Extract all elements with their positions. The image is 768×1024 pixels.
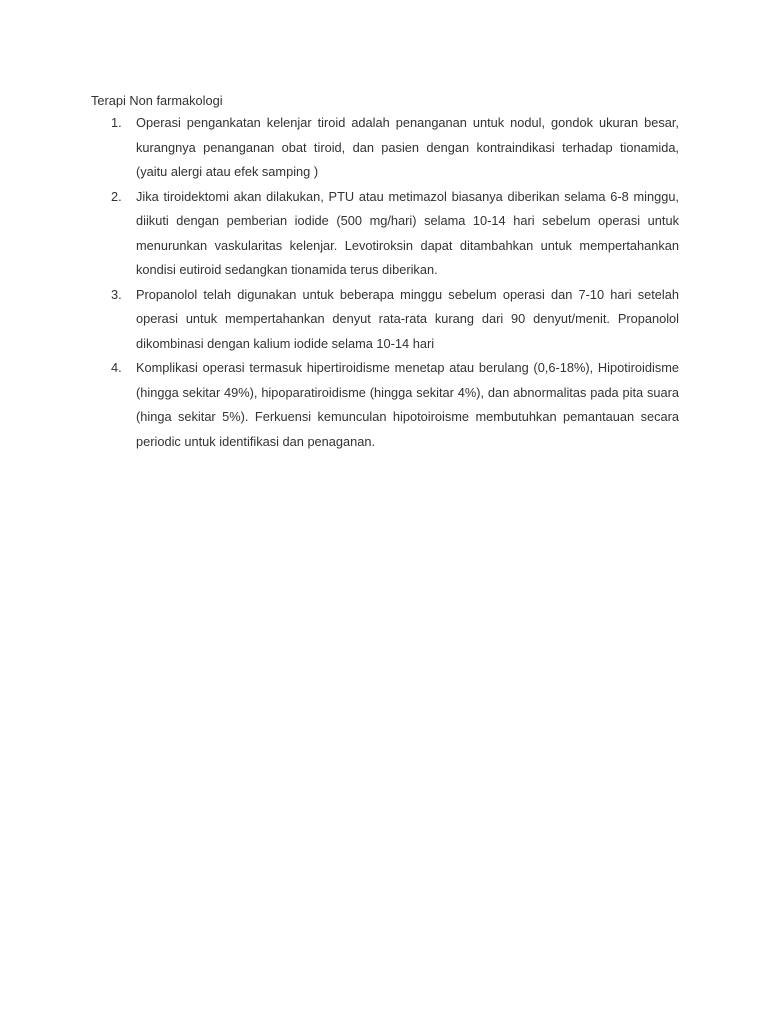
numbered-list (91, 111, 679, 454)
list-item (91, 283, 679, 357)
list-item-number: 1. (111, 115, 122, 130)
list-item (91, 111, 679, 185)
list-item-text: Propanolol telah digunakan untuk beberapa minggu sebelum operasi dan 7-10 hari setelah operasi untuk mempertahankan denyut rata-rata kurang dari 90 denyut/menit. Propanolol dikombinasi dengan kalium iodide selama 10-14 hari (136, 286, 679, 351)
list-item (91, 185, 679, 283)
section-heading: Terapi Non farmakologi (91, 93, 223, 108)
list-item-number: 3. (111, 286, 122, 302)
list-item-text: Operasi pengankatan kelenjar tiroid adalah penanganan untuk nodul, gondok ukuran besar, kurangnya penanganan obat tiroid, dan pasien dengan kontraindikasi terhadap tionamida, (yaitu alergi atau efek samping ) (136, 115, 679, 179)
list-item-text: Jika tiroidektomi akan dilakukan, PTU atau metimazol biasanya diberikan selama 6-8 minggu, diikuti dengan pemberian iodide (500 mg/hari) selama 10-14 hari sebelum operasi untuk menurunkan vaskularitas kelenjar. Levotiroksin dapat ditambahkan untuk mempertahankan kondisi eutiroid sedangkan tionamida terus diberikan. (136, 188, 679, 277)
list-item (91, 356, 679, 454)
list-item-number: 2. (111, 188, 122, 204)
document-body (91, 91, 679, 454)
list-item-number: 4. (111, 360, 122, 375)
list-item-text: Komplikasi operasi termasuk hipertiroidisme menetap atau berulang (0,6-18%), Hipotiroidisme (hingga sekitar 49%), hipoparatiroidisme (hingga sekitar 4%), dan abnormalitas pada pita suara (hinga sekitar 5%). Ferkuensi kemunculan hipotoiroisme membutuhkan pemantauan secara periodic untuk identifikasi dan penaganan. (136, 360, 679, 449)
